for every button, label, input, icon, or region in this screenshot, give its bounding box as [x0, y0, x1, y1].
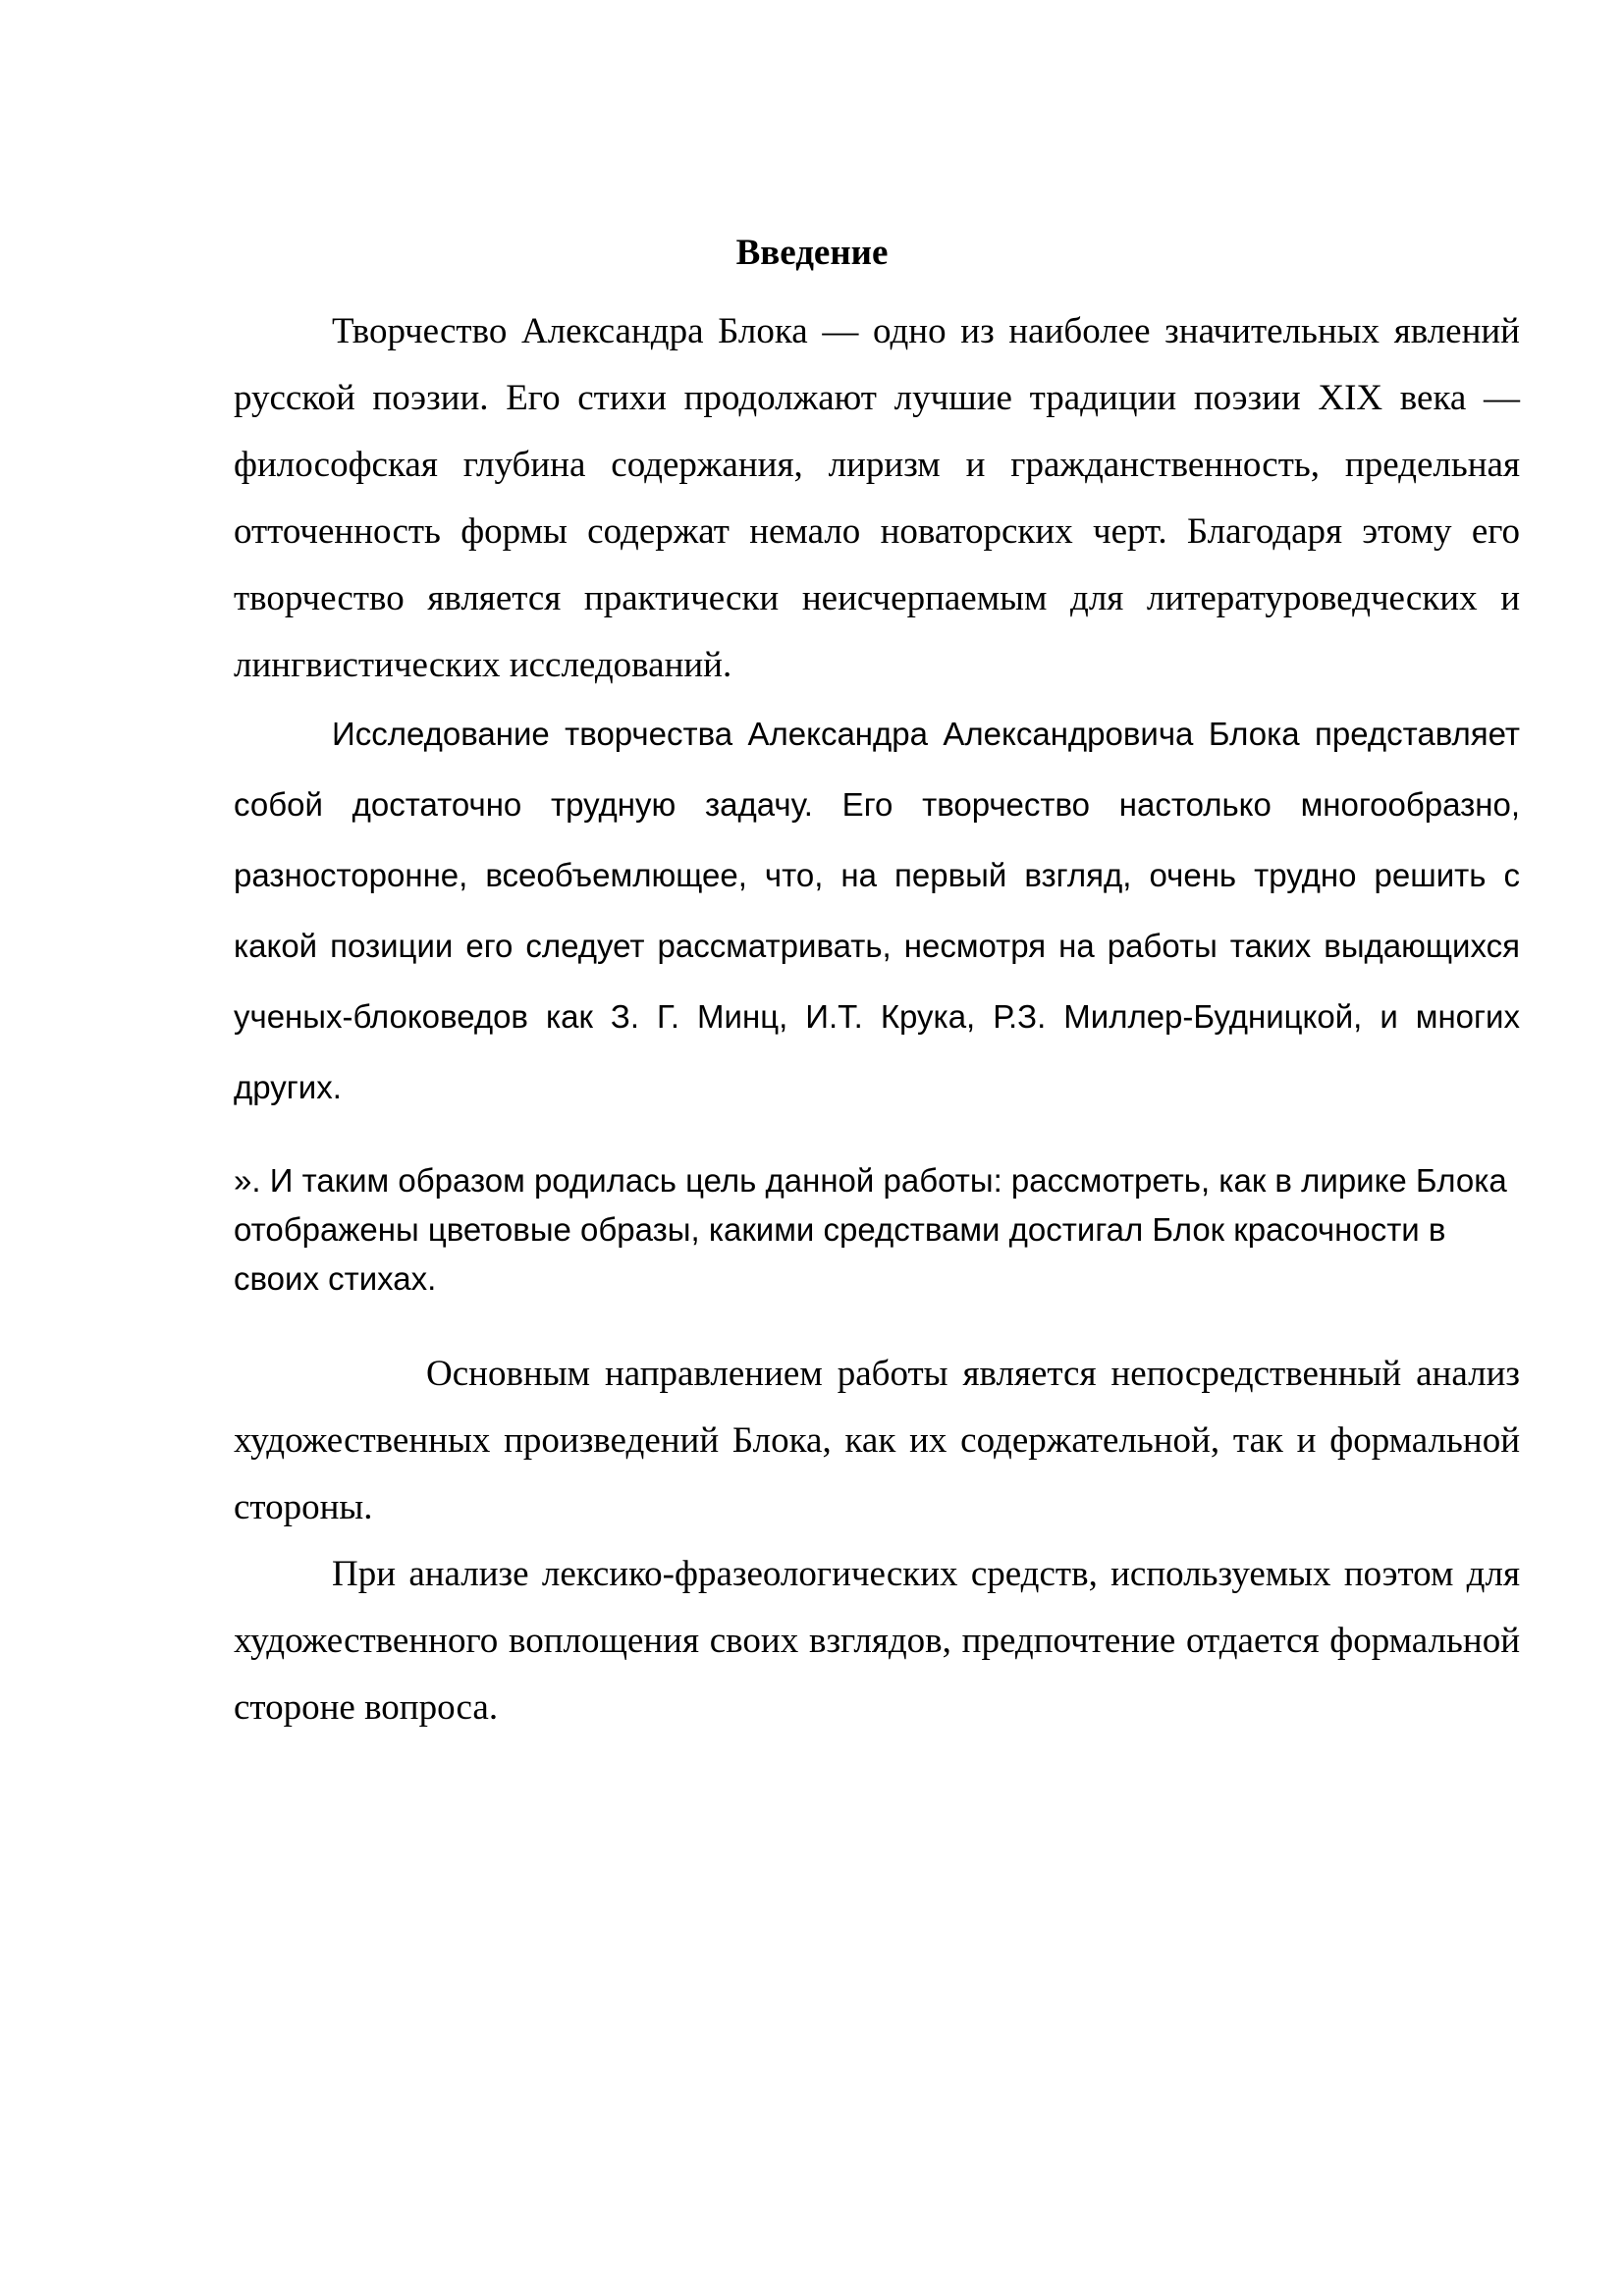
- paragraph-direction: Основным направлением работы является непосредственный анализ художественных произведений Блока, как их содержательной, так и формальной стороны.: [234, 1354, 1520, 1527]
- paragraph-analysis: При анализе лексико-фразеологических средств, используемых поэтом для художественного воплощения своих взглядов, предпочтение отдается формальной стороне вопроса.: [234, 1554, 1520, 1728]
- paragraph-research: Исследование творчества Александра Александровича Блока представляет собой достаточно трудную задачу. Его творчество настолько многообразно, разносторонне, всеобъемлющее, что, на первый взгляд, очень трудно решить с какой позиции его следует рассматривать, несмотря на работы таких выдающихся ученых-блоковедов как З. Г. Минц, И.Т. Крука, Р.З. Миллер-Будницкой, и многих других.: [234, 716, 1520, 1105]
- paragraph-intro: Творчество Александра Блока — одно из наиболее значительных явлений русской поэзии. Его стихи продолжают лучшие традиции поэзии XIX века — философская глубина содержания, лиризм и гражданственность, предельная отточенность формы содержат немало новаторских черт. Благодаря этому его творчество является практически неисчерпаемым для литературоведческих и лингвистических исследований.: [234, 311, 1520, 685]
- page-title: Введение: [735, 233, 889, 273]
- paragraph-goal: ». И таким образом родилась цель данной работы: рассмотреть, как в лирике Блока отображены цветовые образы, какими средствами достигал Блок красочности в своих стихах.: [234, 1162, 1507, 1297]
